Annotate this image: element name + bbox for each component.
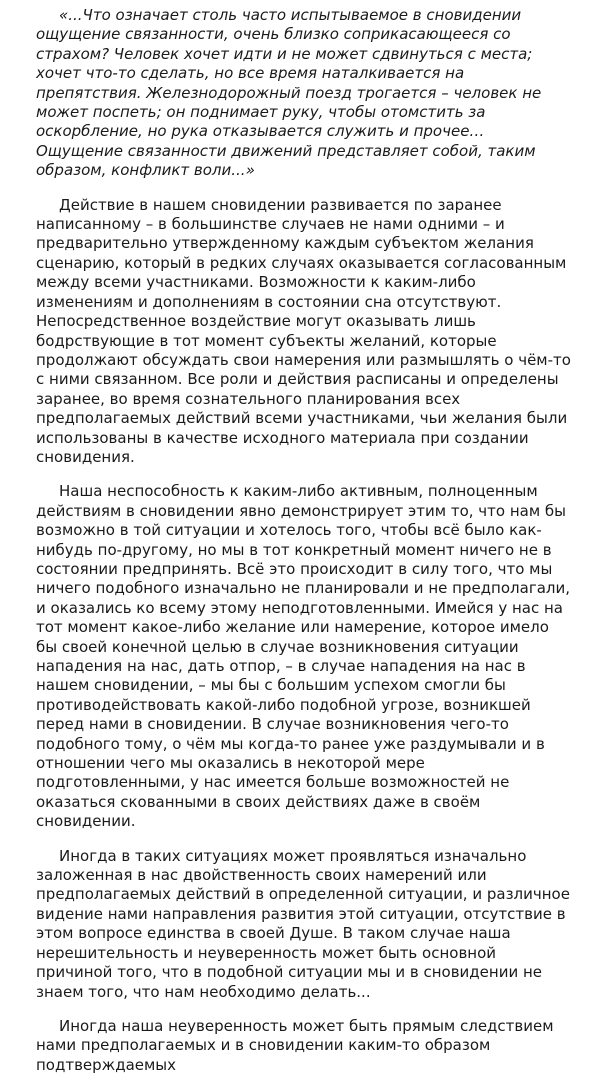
body-paragraph-2: Наша неспособность к каким-либо активным, полноценным действиям в сновидении явно демонстрирует этим то, что нам бы возможно в той ситуации и хотелось того, чтобы всё было как-нибудь по-другому, но мы в тот конкретный момент ничего не в состоянии предпринять. Всё это происходит в силу того, что мы ничего подобного изначально не планировали и не предполагали, и оказались ко всему этому неподготовленными. Имейся у нас на тот момент какое-либо желание или намерение, которое имело бы своей конечной целью в случае возникновения ситуации нападения на нас, дать отпор, – в случае нападения на нас в нашем сновидении, – мы бы с большим успехом смогли бы противодействовать какой-либо подобной угрозе, возникшей перед нами в сновидении. В случае возникновения чего-то подобного тому, о чём мы когда-то ранее уже раздумывали и в отношении чего мы оказались в некоторой мере подготовленными, у нас имеется больше возможностей не оказаться скованными в своих действиях даже в своём сновидении. xyxy=(36,482,570,831)
body-paragraph-3: Иногда в таких ситуациях может проявляться изначально заложенная в нас двойственность своих намерений или предполагаемых действий в определенной ситуации, и различное видение нами направления развития этой ситуации, отсутствие в этом вопросе единства в своей Душе. В таком случае наша нерешительность и неуверенность может быть основной причиной того, что в подобной ситуации мы и в сновидении не знаем того, что нам необходимо делать... xyxy=(36,846,570,1001)
quote-paragraph: «...Что означает столь часто испытываемое в сновидении ощущение связанности, очень близко соприкасающееся со страхом? Человек хочет идти и не может сдвинуться с места; хочет что-то сделать, но все время наталкивается на препятствия. Железнодорожный поезд трогается – человек не может поспеть; он поднимает руку, чтобы отомстить за оскорбление, но рука отказывается служить и прочее… Ощущение связанности движений представляет собой, таким образом, конфликт воли...» xyxy=(36,6,542,180)
body-paragraph-1: Действие в нашем сновидении развивается по заранее написанному – в большинстве случаев не нами одними – и предварительно утвержденному каждым субъектом желания сценарию, который в редких случаях оказывается согласованным между всеми участниками. Возможности к каким-либо изменениям и дополнениям в состоянии сна отсутствуют. Непосредственное воздействие могут оказывать лишь бодрствующие в тот момент субъекты желаний, которые продолжают обсуждать свои намерения или размышлять о чём-то с ними связанном. Все роли и действия расписаны и определены заранее, во время сознательного планирования всех предполагаемых действий всеми участниками, чьи желания были использованы в качестве исходного материала при создании сновидения. xyxy=(36,195,571,466)
document-page xyxy=(36,6,574,1090)
body-paragraph-4: Иногда наша неуверенность может быть прямым следствием нами предполагаемых и в сновидении каким-то образом подтверждаемых xyxy=(36,1016,554,1074)
